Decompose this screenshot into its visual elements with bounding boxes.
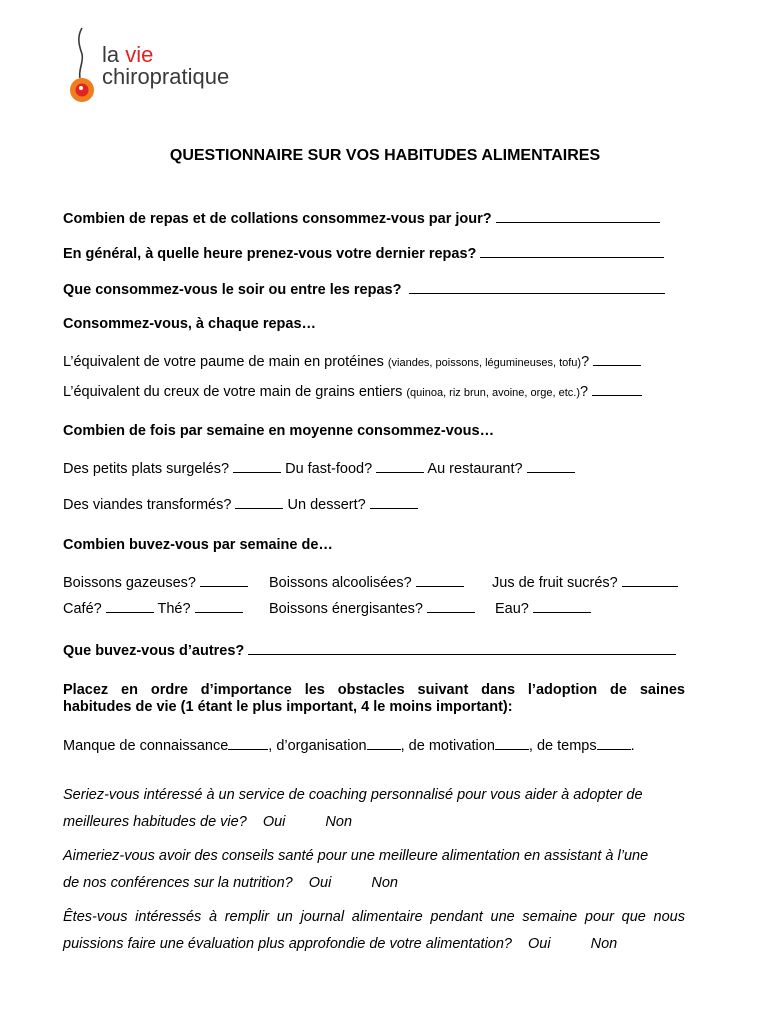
obstacle-end-period: .: [630, 738, 635, 754]
question-evening-snacks: [63, 279, 665, 298]
coaching-no-option[interactable]: Non: [325, 814, 353, 830]
obstacle-motivation-field[interactable]: [495, 735, 529, 750]
question-label: meilleures habitudes de vie?: [63, 814, 247, 830]
logo-text: [102, 44, 229, 88]
drinks-alcohol: [269, 572, 464, 591]
question-label: En général, à quelle heure prenez-vous votre dernier repas?: [63, 246, 477, 262]
logo-word-chiropratique: chiropratique: [102, 64, 230, 89]
question-obstacles-line-1: Placez en ordre d’importance les obstacles suivant dans l’adoption de saines: [63, 682, 685, 698]
question-note: (viandes, poissons, légumineuses, tofu): [387, 357, 582, 369]
question-coaching-line-2: [63, 814, 352, 830]
protein-field[interactable]: [593, 351, 641, 366]
energy-drinks-field[interactable]: [427, 598, 475, 613]
logo-mark-icon: [66, 26, 100, 106]
question-grains: L’équivalent du creux de votre main de grains entiers (quinoa, riz brun, avoine, orge, etc.)?: [63, 381, 642, 400]
other-drinks-field[interactable]: [248, 640, 676, 655]
logo-word-la: la: [102, 42, 126, 67]
obstacle-motivation-label: , de motivation: [400, 738, 495, 754]
coaching-yes-option[interactable]: Oui: [262, 814, 286, 830]
obstacle-knowledge-label: Manque de connaissance: [63, 738, 229, 754]
question-meals-per-day: [63, 208, 660, 227]
meals-per-day-field[interactable]: [496, 208, 660, 223]
weekly-frequency-row-1: [63, 458, 575, 477]
evening-snacks-field[interactable]: [409, 279, 665, 294]
grains-field[interactable]: [592, 381, 642, 396]
question-label: puissions faire une évaluation plus approfondie de votre alimentation?: [63, 936, 512, 952]
question-conferences-line-2: [63, 875, 398, 891]
weekly-frequency-row-2: [63, 494, 418, 513]
question-food-journal-line-1: Êtes-vous intéressés à remplir un journal alimentaire pendant une semaine pour que nous: [63, 909, 685, 925]
question-obstacles-line-2: habitudes de vie (1 étant le plus important, 4 le moins important):: [63, 699, 513, 715]
conferences-no-option[interactable]: Non: [371, 875, 398, 891]
question-note: (quinoa, riz brun, avoine, orge, etc.): [406, 387, 581, 399]
question-conferences-line-1: Aimeriez-vous avoir des conseils santé pour une meilleure alimentation en assistant à l’une: [63, 848, 649, 864]
water-field[interactable]: [533, 598, 591, 613]
obstacle-organisation-label: , d’organisation: [268, 738, 367, 754]
soda-label: Boissons gazeuses?: [63, 575, 196, 591]
frozen-meals-field[interactable]: [233, 458, 281, 473]
fast-food-label: Du fast-food?: [285, 461, 373, 477]
processed-meats-label: Des viandes transformés?: [63, 497, 232, 513]
processed-meats-field[interactable]: [235, 494, 283, 509]
juice-field[interactable]: [622, 572, 678, 587]
fast-food-field[interactable]: [376, 458, 424, 473]
obstacle-organisation-field[interactable]: [367, 735, 401, 750]
question-label: L’équivalent de votre paume de main en protéines: [63, 354, 384, 370]
drinks-juice: [492, 572, 678, 591]
question-weekly-frequency: Combien de fois par semaine en moyenne consommez-vous…: [63, 423, 495, 439]
drinks-water: [495, 598, 591, 617]
question-coaching-line-1: Seriez-vous intéressé à un service de coaching personnalisé pour vous aider à adopter de: [63, 787, 643, 803]
soda-field[interactable]: [200, 572, 248, 587]
logo-word-vie: vie: [125, 42, 154, 67]
tea-label: Thé?: [157, 601, 191, 617]
question-weekly-drinks: Combien buvez-vous par semaine de…: [63, 537, 333, 553]
dessert-label: Un dessert?: [287, 497, 366, 513]
question-label: Que buvez-vous d’autres?: [63, 643, 245, 659]
conferences-yes-option[interactable]: Oui: [308, 875, 332, 891]
food-journal-yes-option[interactable]: Oui: [528, 936, 551, 952]
question-label: Que consommez-vous le soir ou entre les repas?: [63, 282, 402, 298]
obstacles-ranking: [63, 735, 635, 754]
alcohol-label: Boissons alcoolisées?: [269, 575, 412, 591]
question-food-journal-line-2: [63, 936, 617, 952]
question-last-meal-time: [63, 243, 664, 262]
alcohol-field[interactable]: [416, 572, 464, 587]
question-label: de nos conférences sur la nutrition?: [63, 875, 293, 891]
frozen-meals-label: Des petits plats surgelés?: [63, 461, 230, 477]
obstacle-knowledge-field[interactable]: [228, 735, 268, 750]
coffee-field[interactable]: [106, 598, 154, 613]
drinks-energy: [269, 598, 475, 617]
juice-label: Jus de fruit sucrés?: [492, 575, 618, 591]
question-other-drinks: [63, 640, 676, 659]
food-journal-no-option[interactable]: Non: [590, 936, 618, 952]
page-title: QUESTIONNAIRE SUR VOS HABITUDES ALIMENTAIRES: [169, 147, 601, 164]
question-each-meal: Consommez-vous, à chaque repas…: [63, 316, 317, 332]
question-protein: L’équivalent de votre paume de main en protéines (viandes, poissons, légumineuses, tofu)?: [63, 351, 641, 370]
water-label: Eau?: [495, 601, 529, 617]
drinks-coffee-tea: [63, 598, 243, 617]
question-label: Combien de repas et de collations consommez-vous par jour?: [63, 211, 492, 227]
tea-field[interactable]: [195, 598, 243, 613]
logo: [66, 26, 256, 106]
restaurant-label: Au restaurant?: [427, 461, 523, 477]
last-meal-time-field[interactable]: [480, 243, 664, 258]
energy-drinks-label: Boissons énergisantes?: [269, 601, 423, 617]
obstacle-time-label: , de temps: [528, 738, 597, 754]
restaurant-field[interactable]: [527, 458, 575, 473]
question-label: L’équivalent du creux de votre main de grains entiers: [63, 384, 403, 400]
obstacle-time-field[interactable]: [597, 735, 631, 750]
coffee-label: Café?: [63, 601, 102, 617]
drinks-soda: [63, 572, 248, 591]
dessert-field[interactable]: [370, 494, 418, 509]
